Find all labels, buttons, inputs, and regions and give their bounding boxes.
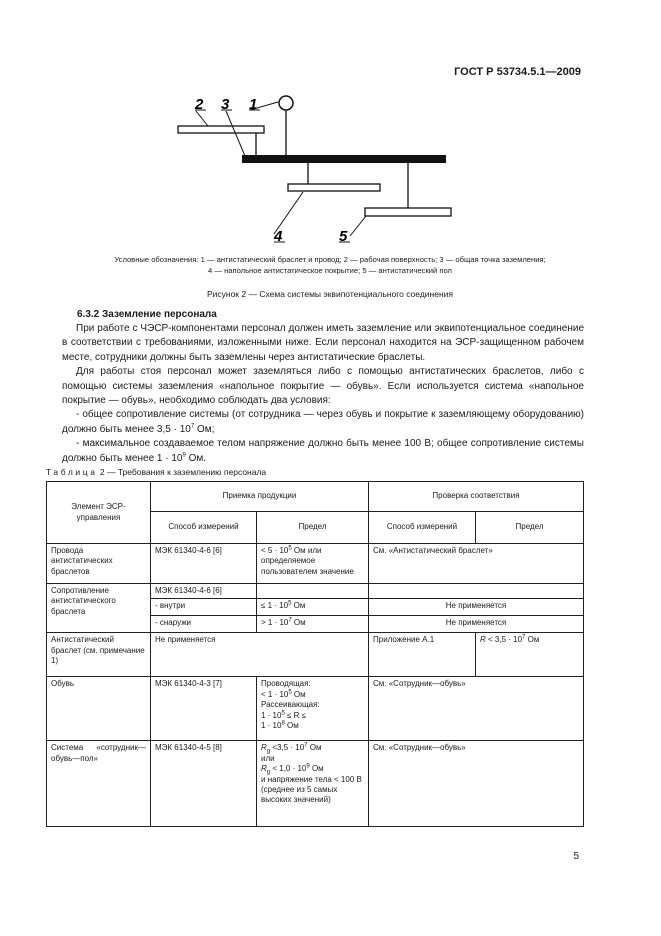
r4-l4a: 1 · 10	[261, 710, 282, 720]
condition-2-end: Ом.	[185, 452, 207, 464]
table-row	[47, 633, 584, 677]
r5-line-3	[261, 764, 364, 774]
leader-5-line	[350, 216, 366, 236]
cell-r2-inside: - внутри	[151, 599, 257, 616]
table-title	[46, 467, 266, 477]
antistatic-floor-shape	[365, 208, 451, 216]
r4-line-2	[261, 690, 364, 700]
wrist-strap-circle	[279, 96, 293, 110]
cell-r4-limit	[257, 677, 369, 741]
figure-legend	[60, 254, 600, 276]
cell-r1-check: См. «Антистатический браслет»	[369, 544, 584, 584]
cell-r3-method: Приложение А.1	[369, 633, 476, 677]
table-row	[47, 741, 584, 827]
cell-r4-name: Обувь	[47, 677, 151, 741]
label-2: 2	[195, 96, 204, 113]
condition-2-text: - максимальное создаваемое телом напряжение должно быть менее 100 В; общее сопротивление системы должно быть менее 1 · 10	[62, 438, 584, 464]
r2-outside-limit-b: Ом	[291, 618, 306, 628]
header-limit-2: Предел	[476, 512, 584, 544]
label-4: 4	[274, 228, 283, 245]
r3-limit-b: < 3,5 · 10	[485, 635, 523, 645]
section-heading: 6.3.2 Заземление персонала	[77, 309, 217, 320]
r4-line-3: Рассеивающая:	[261, 700, 320, 710]
cell-r1-name: Провода антистатических браслетов	[47, 544, 151, 584]
label-1: 1	[249, 96, 258, 113]
cell-r2-empty-1	[257, 584, 369, 599]
cell-r2-inside-limit	[257, 599, 369, 616]
label-5: 5	[339, 228, 348, 245]
r4-l5b: Ом	[284, 721, 299, 731]
page-number: 5	[573, 851, 579, 862]
condition-1-exp: 7	[190, 423, 195, 430]
header-conformity: Проверка соответствия	[369, 482, 584, 512]
condition-2-exp: 9	[182, 452, 186, 459]
r2-inside-limit-a: ≤ 1 · 10	[261, 601, 289, 611]
r4-l5a: 1 · 10	[261, 721, 282, 731]
cell-r5-name: Система «сотрудник—обувь—пол»	[47, 741, 151, 827]
figure-caption: Рисунок 2 — Схема системы эквипотенциального соединения	[206, 289, 454, 299]
legend-line-2: 4 — напольное антистатическое покрытие; 5 — антистатический пол	[208, 266, 452, 275]
cell-r2-outside-limit	[257, 616, 369, 633]
cell-r4-method: МЭК 61340-4-3 [7]	[151, 677, 257, 741]
r4-l2b: Ом	[291, 689, 306, 699]
legend-line-1: Условные обозначения: 1 — антистатический браслет и провод; 2 — рабочая поверхность; 3 — общая точка заземления;	[114, 255, 546, 264]
cell-r5-limit	[257, 741, 369, 827]
r5-l1-sub: g	[266, 749, 271, 755]
cell-r3-limit	[476, 633, 584, 677]
header-method-1: Способ измерений	[151, 512, 257, 544]
r4-l5-exp: 8	[281, 720, 285, 727]
r3-limit-exp: 7	[522, 634, 526, 641]
floor-mat-shape	[288, 184, 380, 191]
header-limit-1: Предел	[257, 512, 369, 544]
r2-inside-limit-b: Ом	[291, 601, 306, 611]
cell-r5-check: См. «Сотрудник—обувь»	[369, 741, 584, 827]
header-method-2: Способ измерений	[369, 512, 476, 544]
r3-limit-c: Ом	[525, 635, 540, 645]
r4-l2a: < 1 · 10	[261, 689, 289, 699]
r5-l1c: Ом	[307, 743, 322, 753]
paragraph-1: При работе с ЧЭСР-компонентами персонал должен иметь заземление или эквипотенциальное соединение в соответствии с требованиями, изложенными ниже. Если персонал находится на ЭСР-защищенном рабочем месте, сотрудники должны быть заземлены через антистатические браслеты.	[62, 323, 584, 363]
r4-l2-exp: 5	[288, 689, 292, 696]
table-row	[47, 677, 584, 741]
r5-line-2: или	[261, 753, 275, 763]
document-code: ГОСТ Р 53734.5.1—2009	[454, 66, 581, 78]
table-title-rest: 2 — Требования к заземлению персонала	[97, 467, 267, 477]
label-3: 3	[221, 96, 230, 113]
r4-l4-exp: 5	[281, 709, 285, 716]
grounding-requirements-table	[46, 481, 584, 827]
cell-r2-empty-2	[369, 584, 584, 599]
cell-r2-name: Сопротивление антистатического браслета	[47, 584, 151, 633]
cell-r2-outside: - снаружи	[151, 616, 257, 633]
r5-l3b: < 1,0 · 10	[270, 764, 307, 774]
r5-l3-sub: g	[266, 769, 271, 776]
work-surface-shape	[178, 126, 264, 133]
r4-line-1: Проводящая:	[261, 679, 311, 689]
cell-r1-limit	[257, 544, 369, 584]
grounding-bus-shape	[242, 155, 446, 163]
table-title-word: Таблица	[46, 467, 98, 477]
cell-r1-method: МЭК 61340-4-6 [6]	[151, 544, 257, 584]
cell-r2-outside-na: Не применяется	[369, 616, 584, 633]
condition-2	[62, 437, 584, 466]
section-body	[62, 322, 584, 466]
condition-1-end: Ом;	[194, 423, 215, 435]
r5-line-4: и напряжение тела < 100 В (среднее из 5 самых высоких значений)	[261, 774, 362, 805]
r5-l3c: Ом	[309, 764, 324, 774]
header-acceptance: Приемка продукции	[151, 482, 369, 512]
cell-r3-name: Антистатический браслет (см. примечание 1)	[47, 633, 151, 677]
r2-outside-exp: 7	[288, 617, 292, 624]
r1-limit-b: Ом или определяемое пользователем значение	[261, 546, 354, 576]
cell-r2-inside-na: Не применяется	[369, 599, 584, 616]
paragraph-2: Для работы стоя персонал может заземляться либо с помощью антистатических браслетов, либо с помощью системы заземления «напольное покрытие — обувь». Если используется система «напольное покрытие — обувь», необходимо соблюдать два условия:	[62, 366, 584, 407]
table-row	[47, 544, 584, 584]
cell-r3-na: Не применяется	[151, 633, 369, 677]
r5-l1b: <3,5 · 10	[270, 743, 305, 753]
r4-l4b: ≤ R ≤	[284, 710, 307, 720]
equipotential-diagram	[150, 88, 460, 248]
r2-inside-exp: 5	[288, 600, 292, 607]
cell-r4-check: См. «Сотрудник—обувь»	[369, 677, 584, 741]
condition-1	[62, 408, 584, 437]
r5-l1-exp: 7	[304, 742, 308, 749]
r5-l3a: R	[261, 764, 267, 774]
header-element: Элемент ЭСР-управления	[47, 482, 151, 544]
leader-2-line	[196, 111, 208, 126]
cell-r2-method: МЭК 61340-4-6 [6]	[151, 584, 257, 599]
r1-limit-a: < 5 · 10	[261, 546, 289, 555]
r4-line-4	[261, 711, 364, 721]
condition-1-text: - общее сопротивление системы (от сотрудника — через обувь и покрытие к заземляющему оборудованию) должно быть менее 3,5 · 10	[62, 409, 584, 435]
r4-line-5	[261, 721, 364, 731]
table-row	[47, 584, 584, 599]
r3-limit-r: R	[480, 635, 486, 645]
r5-line-1	[261, 743, 364, 753]
r5-l1a: R	[261, 743, 267, 753]
cell-r5-method: МЭК 61340-4-5 [8]	[151, 741, 257, 827]
r2-outside-limit-a: > 1 · 10	[261, 618, 289, 628]
r5-l3-exp: 9	[306, 763, 310, 770]
r1-limit-exp: 5	[288, 545, 292, 552]
